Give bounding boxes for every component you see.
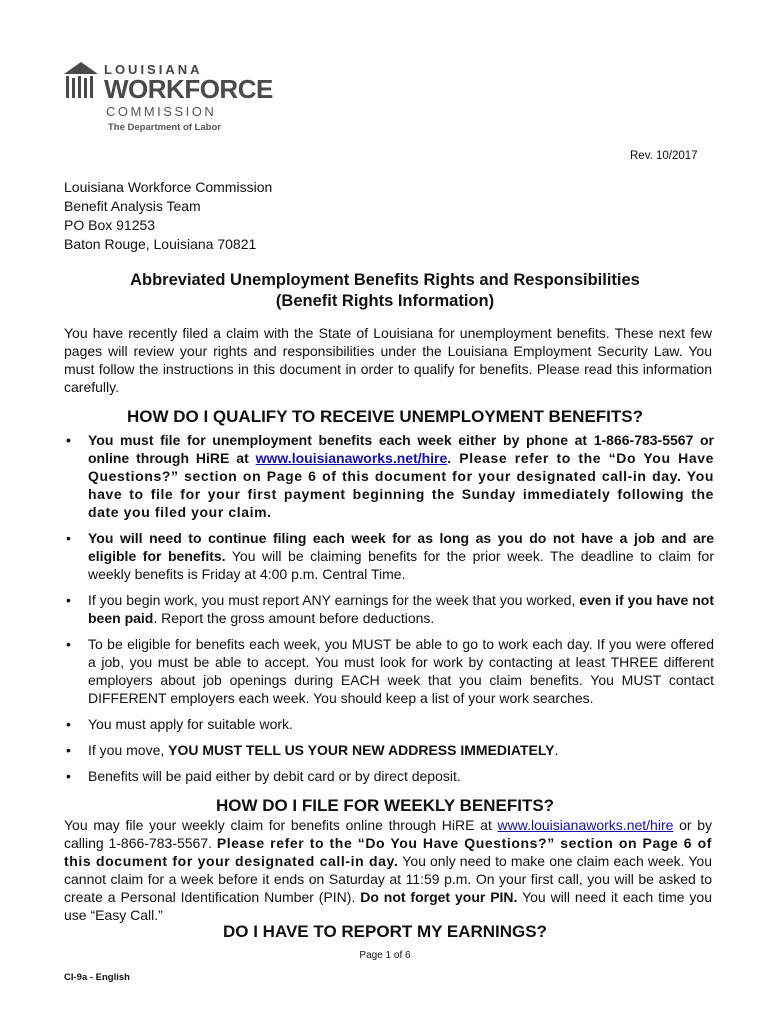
list-item — [64, 431, 714, 521]
list-item: • To be eligible for benefits each week, you MUST be able to go to work each day. If you were offered a job, you must be able to accept. You must look for work by contacting at least THREE different employers about job openings during EACH week that you claim benefits. You MUST contact DIFFERENT employers each week. You should keep a list of your work searches. — [64, 635, 714, 707]
logo-line-2: WORKFORCE — [104, 74, 273, 104]
qualify-b2-rest: You will be claiming benefits for the prior week. The deadline to claim for weekly benefits is Friday at 4:00 p.m. Central Time. — [88, 548, 714, 582]
qualify-b6-text: If you move, — [88, 742, 169, 758]
list-item: • You must apply for suitable work. — [64, 715, 714, 733]
mailing-address — [64, 178, 272, 254]
document-title — [64, 270, 706, 312]
weekly-bold-1: Please refer to the “Do You Have Questions?” section on Page 6 of this document for your designated call-in day. — [64, 835, 712, 869]
qualify-b1-text: You must file for unemployment benefits each week either by phone at 1-866-783-5567 or online through HiRE at — [88, 432, 714, 466]
qualify-b3-text: If you begin work, you must report ANY earnings for the week that you worked, — [88, 592, 580, 608]
address-line: Baton Rouge, Louisiana 70821 — [64, 236, 257, 252]
qualify-list — [64, 431, 714, 793]
qualify-b6-rest: . — [554, 742, 559, 758]
weekly-paragraph — [64, 816, 712, 924]
lwc-logo — [64, 56, 273, 138]
weekly-text-b: or by calling 1-866-783-5567. — [64, 817, 713, 851]
address-line: PO Box 91253 — [64, 217, 156, 233]
revision-date: Rev. 10/2017 — [630, 150, 698, 162]
qualify-b3-bold: even if you have not been paid — [88, 592, 714, 626]
form-id: CI-9a - English — [64, 972, 130, 983]
address-line: Benefit Analysis Team — [64, 198, 201, 214]
list-item — [64, 529, 714, 583]
qualify-heading: HOW DO I QUALIFY TO RECEIVE UNEMPLOYMENT BENEFITS? — [126, 407, 643, 426]
title-line-2: (Benefit Rights Information) — [275, 292, 495, 310]
logo-line-4: The Department of Labor — [108, 122, 221, 133]
qualify-b3-rest: . Report the gross amount before deductions. — [153, 610, 435, 626]
weekly-heading: HOW DO I FILE FOR WEEKLY BENEFITS? — [215, 796, 555, 815]
intro-paragraph: You have recently filed a claim with the State of Louisiana for unemployment benefits. These next few pages will review your rights and responsibilities under the Louisiana Employment Security Law. You must follow the instructions in this document in order to qualify for benefits. Please read this information carefully. — [64, 325, 712, 395]
title-line-1: Abbreviated Unemployment Benefits Rights and Responsibilities — [130, 271, 640, 289]
list-item — [64, 741, 714, 759]
earnings-heading: DO I HAVE TO REPORT MY EARNINGS? — [223, 922, 547, 941]
hire-link[interactable]: www.louisianaworks.net/hire — [255, 450, 448, 466]
list-item: • Benefits will be paid either by debit card or by direct deposit. — [64, 767, 714, 785]
weekly-text-c: You only need to make one claim each week. You cannot claim for a week before it ends on Saturday at 11:59 p.m. On your first call, you will be asked to create a Personal Identification Number (PIN). — [64, 853, 712, 905]
page-number: Page 1 of 6 — [359, 950, 411, 961]
weekly-text-d: You will need it each time you use “Easy Call.” — [64, 889, 712, 923]
qualify-b2-bold: You will need to continue filing each week for as long as you do not have a job and are eligible for benefits. — [88, 530, 714, 564]
qualify-b6-bold: YOU MUST TELL US YOUR NEW ADDRESS IMMEDIATELY — [168, 742, 555, 758]
logo-line-3: COMMISSION — [106, 104, 217, 119]
weekly-text-a: You may file your weekly claim for benefits online through HiRE at — [64, 817, 498, 833]
weekly-bold-2: Do not forget your PIN. — [360, 889, 518, 905]
qualify-b1-rest: . Please refer to the “Do You Have Questions?” section on Page 6 of this document for your designated call-in day. You have to file for your first payment beginning the Sunday immediately following the date you filed your claim. — [88, 450, 714, 520]
logo-line-1: LOUISIANA — [104, 62, 203, 77]
address-line: Louisiana Workforce Commission — [64, 179, 273, 195]
hire-link[interactable]: www.louisianaworks.net/hire — [497, 817, 674, 833]
list-item — [64, 591, 714, 627]
building-icon — [64, 60, 98, 100]
